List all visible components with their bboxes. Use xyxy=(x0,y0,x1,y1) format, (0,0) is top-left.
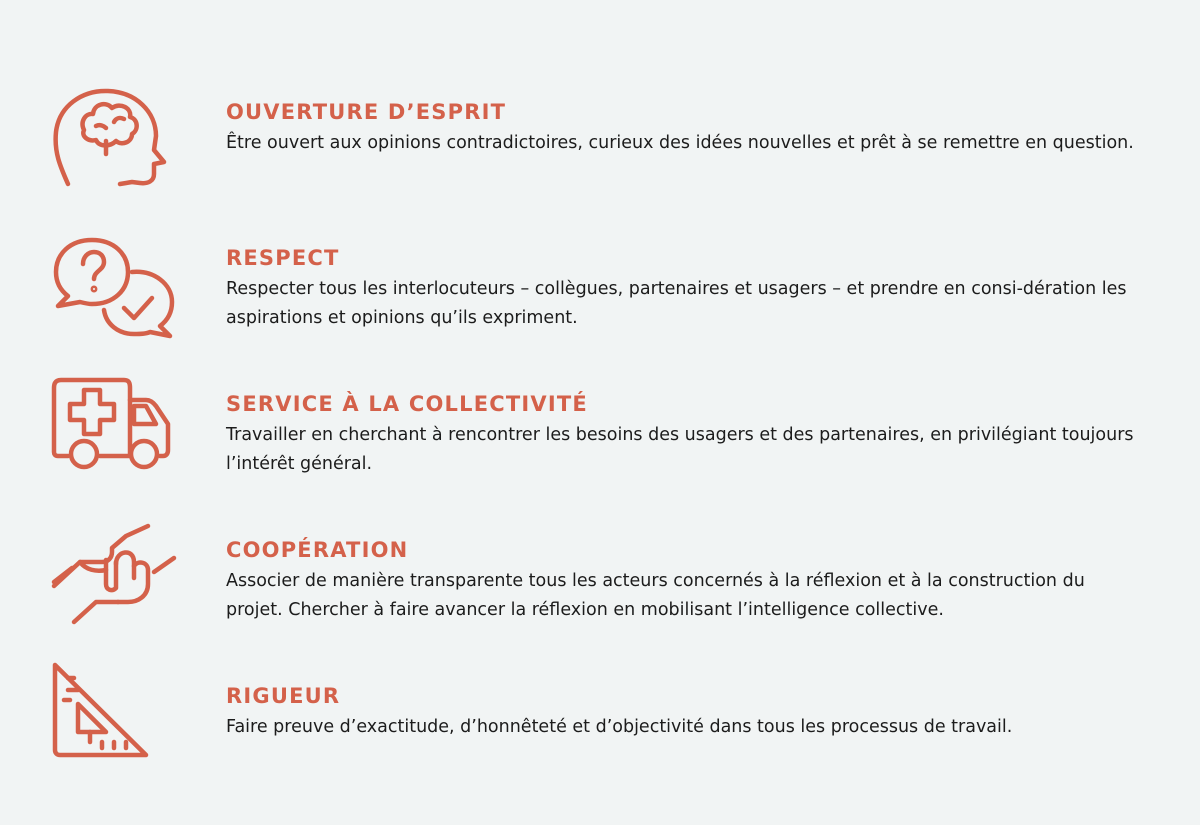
head-brain-icon xyxy=(50,84,180,194)
value-description: Respecter tous les interlocuteurs – collègues, partenaires et usagers – et prendre en consi-dération les aspirations et opinions qu’ils expriment. xyxy=(226,279,1127,328)
ambulance-icon xyxy=(50,372,180,482)
value-text xyxy=(226,244,1136,333)
value-title: OUVERTURE D’ESPRIT xyxy=(226,100,507,124)
value-title: COOPÉRATION xyxy=(226,538,409,562)
value-text xyxy=(226,390,1136,479)
value-description: Faire preuve d’exactitude, d’honnêteté et d’objectivité dans tous les processus de travail. xyxy=(226,717,1013,737)
value-description: Être ouvert aux opinions contradictoires, curieux des idées nouvelles et prêt à se remettre en question. xyxy=(226,133,1134,153)
value-title: SERVICE À LA COLLECTIVITÉ xyxy=(226,392,588,416)
speech-bubbles-question-check-icon xyxy=(50,236,180,346)
value-description: Travailler en cherchant à rencontrer les besoins des usagers et des partenaires, en privilégiant toujours l’intérêt général. xyxy=(226,425,1134,474)
handshake-icon xyxy=(50,522,180,632)
value-text xyxy=(226,536,1136,625)
set-square-ruler-icon xyxy=(50,660,180,770)
value-title: RESPECT xyxy=(226,246,340,270)
value-text xyxy=(226,682,1136,742)
value-title: RIGUEUR xyxy=(226,684,341,708)
value-text xyxy=(226,98,1136,158)
value-description: Associer de manière transparente tous les acteurs concernés à la réflexion et à la construction du projet. Chercher à faire avancer la réflexion en mobilisant l’intelligence collective. xyxy=(226,571,1085,620)
